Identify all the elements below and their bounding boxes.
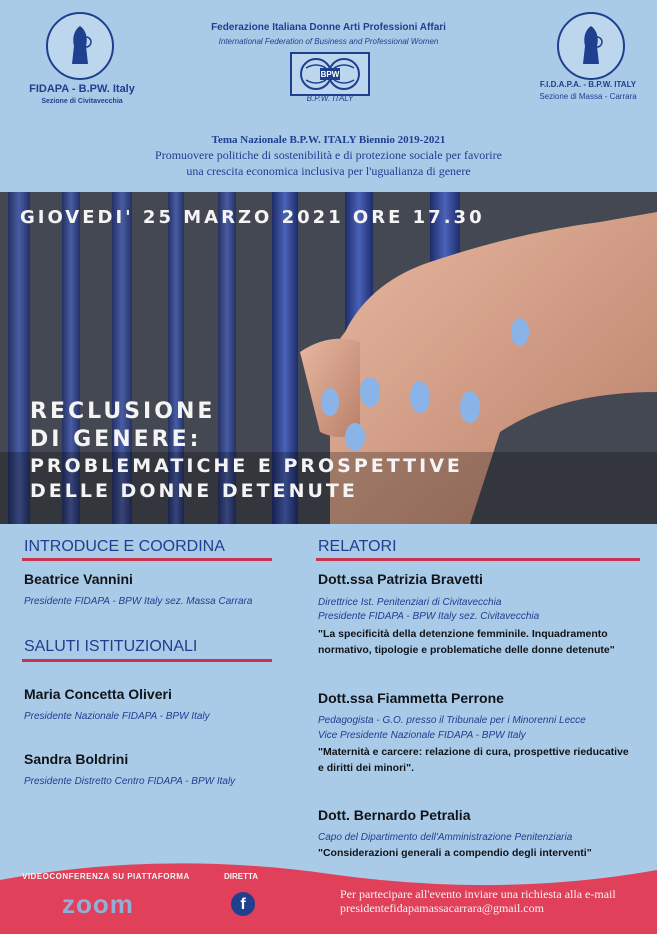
facebook-icon[interactable]: f	[231, 892, 255, 916]
speaker-role: Direttrice Ist. Penitenziari di Civitavecchia	[318, 597, 502, 608]
greeter-role: Presidente Distretto Centro FIDAPA - BPW Italy	[24, 776, 236, 787]
speaker-role: Vice Presidente Nazionale FIDAPA - BPW Italy	[318, 730, 526, 741]
event-date: GIOVEDI' 25 MARZO 2021 ORE 17.30	[20, 207, 485, 228]
national-theme	[60, 134, 597, 178]
right-org-name: F.I.D.A.P.A. - B.P.W. ITALY	[539, 80, 637, 89]
coordinator-name: Beatrice Vannini	[24, 571, 133, 587]
event-title-line-2: DI GENERE:	[30, 427, 202, 452]
event-title-line-1: RECLUSIONE	[30, 399, 216, 424]
videoconference-label: VIDEOCONFERENZA SU PIATTAFORMA	[22, 872, 190, 881]
left-org-section: Sezione di Civitavecchia	[41, 98, 123, 105]
speaker-role: Pedagogista - G.O. presso il Tribunale per i Minorenni Lecce	[318, 715, 586, 726]
left-org-name: FIDAPA - B.PW. Italy	[29, 83, 135, 95]
introduce-heading: INTRODUCE E COORDINA	[24, 538, 225, 555]
right-org-section: Sezione di Massa - Carrara	[539, 92, 637, 101]
registration-info	[340, 887, 650, 915]
bpw-logo-text: BPW	[320, 70, 340, 79]
speaker-role: Presidente FIDAPA - BPW Italy sez. Civitavecchia	[318, 611, 540, 622]
heading-divider	[316, 558, 640, 561]
fidapa-logo-icon	[46, 12, 114, 80]
fidapa-logo-icon	[557, 12, 625, 80]
speaker-talk-title: e diritti dei minori".	[318, 762, 414, 774]
left-org-block	[18, 83, 146, 105]
speaker-role: Capo del Dipartimento dell'Amministrazione Penitenziaria	[318, 832, 573, 843]
heading-divider	[22, 558, 272, 561]
theme-line-2: una crescita economica inclusiva per l'ugualianza di genere	[186, 164, 471, 178]
speaker-name: Dott.ssa Patrizia Bravetti	[318, 571, 483, 587]
theme-line-1: Promuovere politiche di sostenibilità e di protezione sociale per favorire	[155, 148, 502, 162]
speaker-talk-title: normativo, tipologie e problematiche delle donne detenute"	[318, 644, 615, 656]
live-label: DIRETTA	[224, 872, 259, 881]
speaker-name: Dott.ssa Fiammetta Perrone	[318, 690, 504, 706]
event-title-line-4: DELLE DONNE DETENUTE	[30, 480, 358, 502]
saluti-heading: SALUTI ISTITUZIONALI	[24, 638, 198, 655]
greeter-name: Sandra Boldrini	[24, 751, 129, 767]
coordinator-role: Presidente FIDAPA - BPW Italy sez. Massa Carrara	[24, 596, 253, 607]
federation-subtitle: International Federation of Business and Professional Women	[218, 37, 439, 46]
relatori-heading: RELATORI	[318, 538, 397, 555]
speaker-talk-title: "La specificità della detenzione femminile. Inquadramento	[318, 628, 608, 640]
heading-divider	[22, 659, 272, 662]
zoom-logo-icon[interactable]: zoom	[62, 889, 134, 919]
right-org-block	[518, 80, 657, 101]
registration-email-link[interactable]: presidentefidapamassacarrara@gmail.com	[340, 901, 544, 915]
bpw-globe-logo-icon	[290, 52, 370, 96]
federation-title: Federazione Italiana Donne Arti Professioni Affari	[211, 22, 446, 33]
event-title-line-3: PROBLEMATICHE E PROSPETTIVE	[30, 455, 463, 477]
greeter-name: Maria Concetta Oliveri	[24, 686, 172, 702]
bpw-logo-label: B.P.W. ITALY	[306, 94, 354, 103]
registration-text: Per partecipare all'evento inviare una richiesta alla e-mail	[340, 887, 616, 901]
event-title	[30, 398, 463, 504]
greeter-role: Presidente Nazionale FIDAPA - BPW Italy	[24, 711, 210, 722]
speaker-talk-title: "Considerazioni generali a compendio degli interventi"	[318, 847, 592, 859]
theme-title: Tema Nazionale B.P.W. ITALY Biennio 2019-2021	[211, 134, 446, 146]
speaker-talk-title: "Maternità e carcere: relazione di cura, prospettive rieducative	[318, 746, 629, 758]
speaker-name: Dott. Bernardo Petralia	[318, 807, 471, 823]
